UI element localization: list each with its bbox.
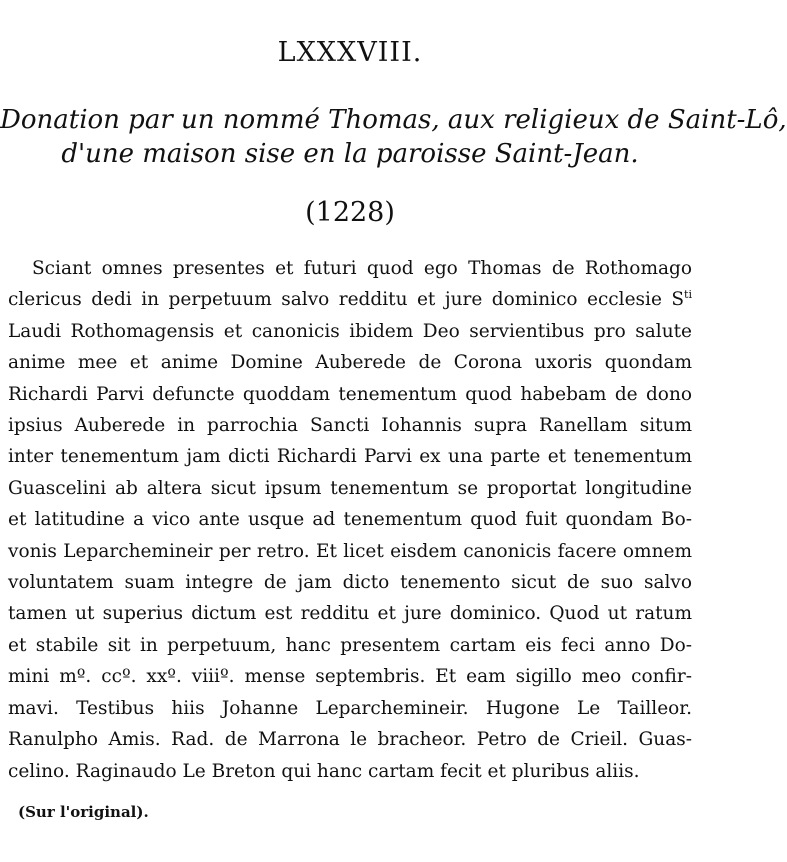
text-line: voluntatem suam integre de jam dicto tenemento sicut de suo salvo: [8, 572, 692, 594]
text-line: tamen ut superius dictum est redditu et jure dominico. Quod ut ratum: [8, 603, 692, 625]
text-line: celino. Raginaudo Le Breton qui hanc cartam fecit et pluribus aliis.: [8, 760, 640, 782]
text-line: et stabile sit in perpetuum, hanc presentem cartam eis feci anno Do-: [8, 634, 692, 656]
document-year: (1228): [305, 197, 395, 228]
title-line: Donation par un nommé Thomas, aux religieux de Saint-Lô,: [0, 105, 787, 135]
text-line: Sciant omnes presentes et futuri quod ego Thomas de Rothomago: [32, 258, 692, 279]
text-line: mini mº. ccº. xxº. viiiº. mense septembris. Et eam sigillo meo confir-: [8, 666, 692, 688]
text-line: anime mee et anime Domine Auberede de Corona uxoris quondam: [8, 352, 692, 374]
text-line: Ranulpho Amis. Rad. de Marrona le bracheor. Petro de Crieil. Guas-: [8, 729, 692, 751]
text-line: ipsius Auberede in parrochia Sancti Iohannis supra Ranellam situm: [8, 415, 692, 437]
text-line: Richardi Parvi defuncte quoddam tenementum quod habebam de dono: [8, 383, 692, 405]
text-line: [8, 284, 692, 315]
text-line: Guascelini ab altera sicut ipsum tenementum se proportat longitudine: [8, 477, 692, 499]
title-line: d'une maison sise en la paroisse Saint-Jean.: [61, 139, 639, 169]
text-line: inter tenementum jam dicti Richardi Parvi ex una parte et tenementum: [8, 446, 692, 468]
text-line-content: clericus dedi in perpetuum salvo redditu et jure dominico ecclesie S: [8, 289, 685, 311]
document-number: LXXXVIII.: [277, 37, 423, 68]
text-line: Laudi Rothomagensis et canonicis ibidem Deo servientibus pro salute: [8, 320, 692, 342]
superscript-abbreviation: ti: [684, 288, 692, 302]
text-line: vonis Leparchemineir per retro. Et licet eisdem canonicis facere omnem: [8, 540, 692, 562]
text-line: et latitudine a vico ante usque ad tenementum quod fuit quondam Bo-: [8, 509, 692, 531]
source-note: (Sur l'original).: [18, 803, 149, 821]
text-line: mavi. Testibus hiis Johanne Leparchemineir. Hugone Le Tailleor.: [8, 697, 692, 719]
charter-text: [8, 253, 692, 787]
document-title: [0, 103, 787, 171]
